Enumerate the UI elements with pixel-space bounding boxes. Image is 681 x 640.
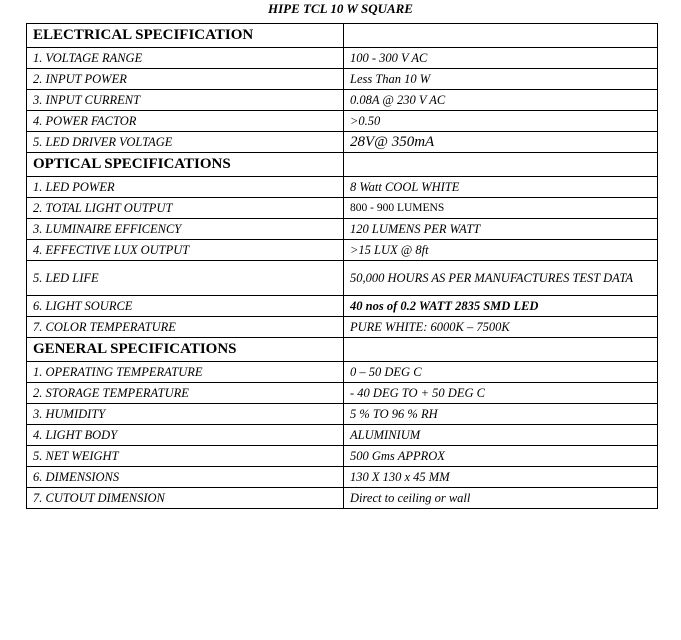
spec-value: Direct to ceiling or wall [344,488,658,509]
table-row [27,177,658,198]
spec-value: PURE WHITE: 6000K – 7500K [344,317,658,338]
spec-label: 1. OPERATING TEMPERATURE [27,362,344,383]
table-row [27,69,658,90]
spec-value: 5 % TO 96 % RH [344,404,658,425]
table-row [27,261,658,296]
spec-label: 3. LUMINAIRE EFFICENCY [27,219,344,240]
spec-label: 7. CUTOUT DIMENSION [27,488,344,509]
table-row [27,219,658,240]
spec-label: 6. DIMENSIONS [27,467,344,488]
section-header-general [27,338,658,362]
spec-value: >0.50 [344,111,658,132]
spec-value: ALUMINIUM [344,425,658,446]
table-row [27,404,658,425]
section-heading: ELECTRICAL SPECIFICATION [27,24,344,48]
spec-value: 0 – 50 DEG C [344,362,658,383]
spec-label: 6. LIGHT SOURCE [27,296,344,317]
spec-label: 2. INPUT POWER [27,69,344,90]
table-row [27,198,658,219]
specification-table [26,23,658,509]
spec-value: 8 Watt COOL WHITE [344,177,658,198]
section-header-electrical [27,24,658,48]
spec-label: 1. LED POWER [27,177,344,198]
table-row [27,132,658,153]
table-row [27,425,658,446]
spec-label: 5. LED DRIVER VOLTAGE [27,132,344,153]
table-row [27,467,658,488]
table-row [27,383,658,404]
spec-label: 4. POWER FACTOR [27,111,344,132]
spec-label: 1. VOLTAGE RANGE [27,48,344,69]
spec-value: 130 X 130 x 45 MM [344,467,658,488]
section-heading: GENERAL SPECIFICATIONS [27,338,344,362]
spec-label: 5. NET WEIGHT [27,446,344,467]
spec-label: 4. LIGHT BODY [27,425,344,446]
table-row [27,90,658,111]
table-row [27,111,658,132]
section-heading-blank [344,153,658,177]
spec-label: 5. LED LIFE [27,261,344,296]
table-row [27,317,658,338]
table-row [27,446,658,467]
spec-value: 500 Gms APPROX [344,446,658,467]
spec-value: >15 LUX @ 8ft [344,240,658,261]
spec-value: - 40 DEG TO + 50 DEG C [344,383,658,404]
table-row [27,488,658,509]
spec-value: 0.08A @ 230 V AC [344,90,658,111]
spec-label: 4. EFFECTIVE LUX OUTPUT [27,240,344,261]
section-header-optical [27,153,658,177]
section-heading-blank [344,24,658,48]
spec-value: 800 - 900 LUMENS [344,198,658,219]
spec-value: 50,000 HOURS AS PER MANUFACTURES TEST DATA [344,261,658,296]
spec-label: 7. COLOR TEMPERATURE [27,317,344,338]
spec-label: 3. HUMIDITY [27,404,344,425]
spec-label: 2. STORAGE TEMPERATURE [27,383,344,404]
table-row [27,362,658,383]
spec-label: 3. INPUT CURRENT [27,90,344,111]
table-row [27,48,658,69]
table-row [27,296,658,317]
spec-label: 2. TOTAL LIGHT OUTPUT [27,198,344,219]
section-heading-blank [344,338,658,362]
spec-value: 40 nos of 0.2 WATT 2835 SMD LED [344,296,658,317]
spec-value: 100 - 300 V AC [344,48,658,69]
spec-value: 28V@ 350mA [344,132,658,153]
spec-value: Less Than 10 W [344,69,658,90]
table-row [27,240,658,261]
document-title: HIPE TCL 10 W SQUARE [268,1,413,16]
spec-value: 120 LUMENS PER WATT [344,219,658,240]
section-heading: OPTICAL SPECIFICATIONS [27,153,344,177]
